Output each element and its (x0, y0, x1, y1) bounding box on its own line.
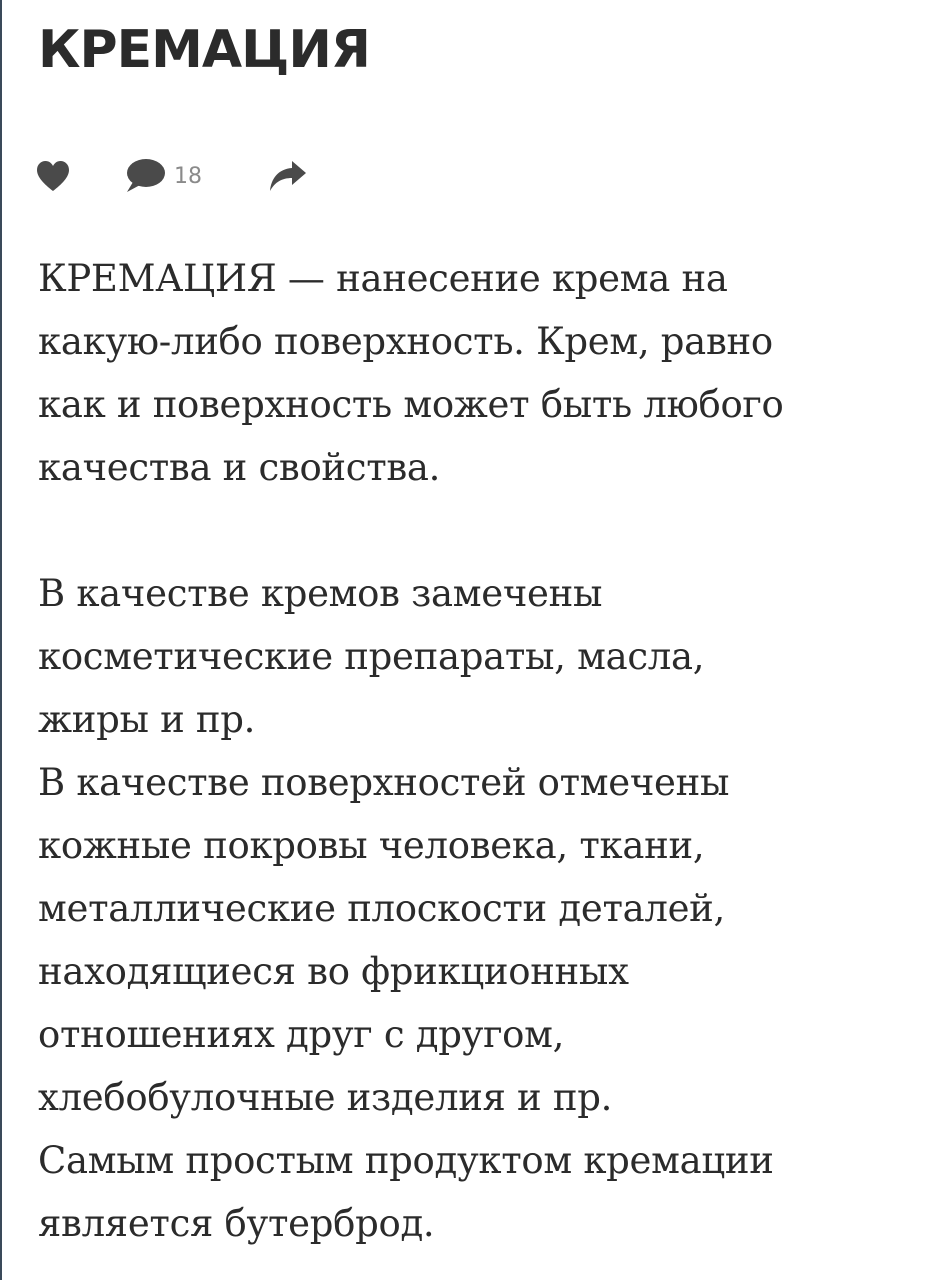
left-border (0, 0, 2, 1280)
post-actions-bar (36, 150, 336, 202)
body-line: косметические препараты, масла, (38, 635, 705, 678)
body-line: отношениях друг с другом, (38, 1013, 565, 1056)
body-line: как и поверхность может быть любого (38, 383, 784, 426)
body-line: является бутерброд. (38, 1202, 435, 1245)
body-line: кожные покровы человека, ткани, (38, 824, 705, 867)
body-line: какую-либо поверхность. Крем, равно (38, 320, 773, 363)
body-line: В качестве кремов замечены (38, 572, 603, 615)
comment-button[interactable] (124, 150, 202, 202)
speech-bubble-icon (124, 158, 166, 194)
post-title: КРЕМАЦИЯ (38, 20, 370, 80)
body-line: Самым простым продуктом кремации (38, 1139, 774, 1182)
comment-count: 18 (174, 163, 202, 189)
share-button[interactable] (268, 150, 308, 202)
body-line: металлические плоскости деталей, (38, 887, 726, 930)
body-line: В качестве поверхностей отмечены (38, 761, 730, 804)
heart-icon (36, 160, 70, 192)
body-line: находящиеся во фрикционных (38, 950, 629, 993)
post-body (38, 247, 918, 1255)
body-line: жиры и пр. (38, 698, 256, 741)
body-line: качества и свойства. (38, 446, 441, 489)
share-arrow-icon (268, 159, 308, 193)
body-line: КРЕМАЦИЯ — нанесение крема на (38, 257, 728, 300)
like-button[interactable] (36, 150, 70, 202)
body-line: хлебобулочные изделия и пр. (38, 1076, 613, 1119)
paragraph-gap (38, 499, 918, 562)
